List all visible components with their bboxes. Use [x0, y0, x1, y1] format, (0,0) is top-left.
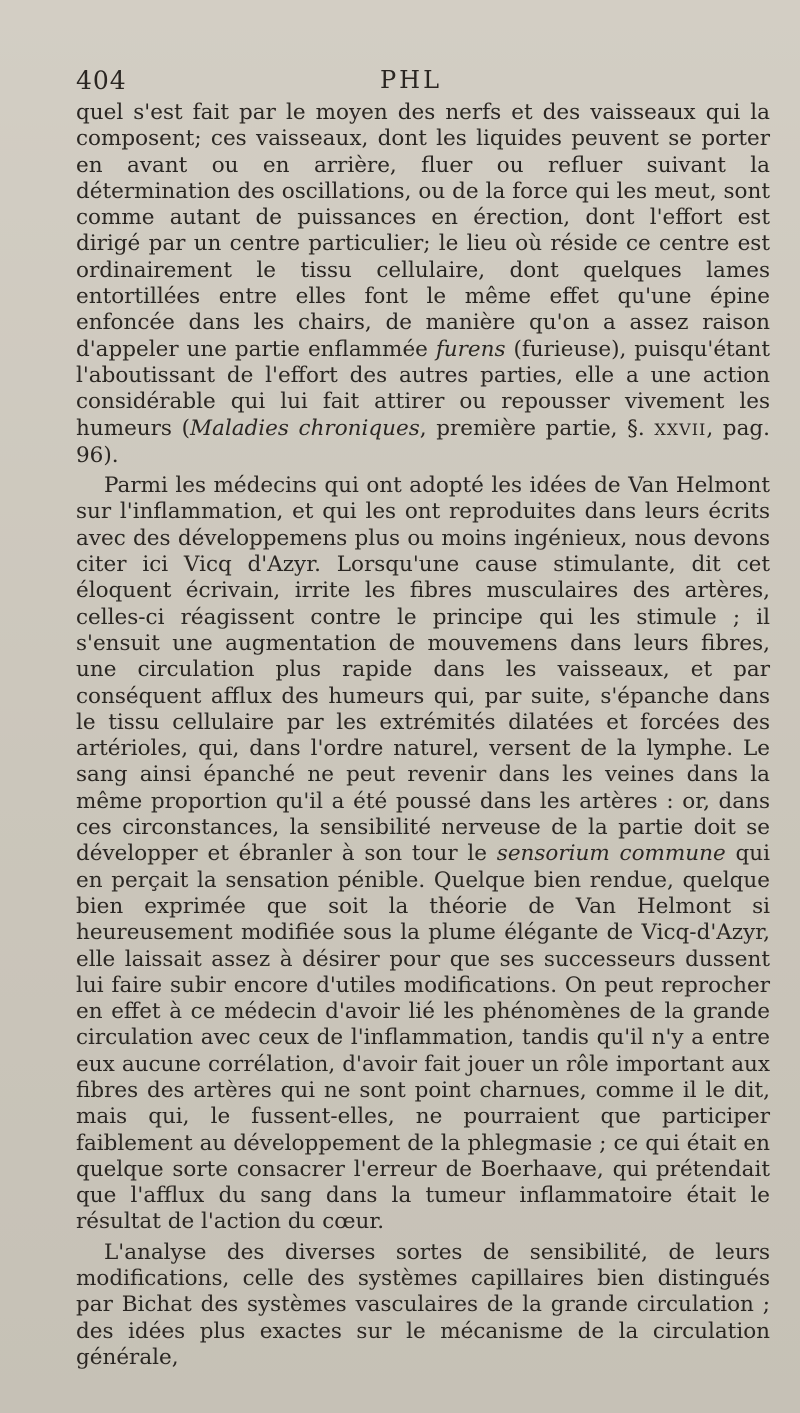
text-run: , pag. 96).	[76, 415, 770, 468]
text-run: (furieuse), puisqu'étant l'aboutissant de l'effort des autres parties, elle a une action considérable qui lui fait attirer ou repousser vivement les humeurs (	[76, 336, 770, 441]
text-run: quel s'est fait par le moyen des nerfs et des vaisseaux qui la composent; ces vaisseaux, dont les liquides peuvent se porter en avant ou en arrière, fluer ou refluer suivant la détermination des oscillations, ou de la force qui les meut, sont comme autant de puissances en érection, dont l'effort est dirigé par un centre particulier; le lieu où réside ce centre est ordinairement le tissu cellulaire, dont quelques lames entortillées entre elles font le même effet qu'une épine enfoncée dans les chairs, de manière qu'on a assez raison d'appeler une partie enflammée	[76, 100, 770, 362]
paragraph-3	[76, 1240, 770, 1371]
page-header	[0, 66, 800, 98]
section-numeral: XXVII	[654, 419, 707, 439]
paragraph-2	[76, 473, 770, 1236]
text-run: , première partie, §.	[419, 415, 655, 441]
page-number: 404	[76, 66, 127, 95]
italic-term-sensorium-commune: sensorium commune	[496, 841, 726, 867]
italic-title-maladies-chroniques: Maladies chroniques	[189, 415, 420, 441]
paragraph-1	[76, 100, 770, 469]
italic-term-furens: furens	[435, 336, 506, 362]
body-text	[76, 100, 770, 1371]
running-head: PHL	[380, 66, 443, 94]
text-run: L'analyse des diverses sortes de sensibilité, de leurs modifications, celle des systèmes capillaires bien distingués par Bichat des systèmes vasculaires de la grande circulation ; des idées plus exactes sur le mécanisme de la circulation générale,	[76, 1239, 770, 1370]
text-run: qui en perçait la sensation pénible. Quelque bien rendue, quelque bien exprimée que soit la théorie de Van Helmont si heureusement modifiée sous la plume élégante de Vicq-d'Azyr, elle laissait assez à désirer pour que ses successeurs dussent lui faire subir encore d'utiles modifications. On peut reprocher en effet à ce médecin d'avoir lié les phénomènes de la grande circulation avec ceux de l'inflammation, tandis qu'il n'y a entre eux aucune corrélation, d'avoir fait jouer un rôle important aux fibres des artères qui ne sont point charnues, comme il le dit, mais qui, le fussent-elles, ne pourraient que participer faiblement au développement de la phlegmasie ; ce qui était en quelque sorte consacrer l'erreur de Boerhaave, qui prétendait que l'afflux du sang dans la tumeur inflammatoire était le résultat de l'action du cœur.	[76, 841, 771, 1235]
text-run: Parmi les médecins qui ont adopté les idées de Van Helmont sur l'inflammation, et qui les ont reproduites dans leurs écrits avec des développemens plus ou moins ingénieux, nous devons citer ici Vicq d'Azyr. Lorsqu'une cause stimulante, dit cet éloquent écrivain, irrite les fibres musculaires des artères, celles-ci réagissent contre le principe qui les stimule ; il s'ensuit une augmentation de mouvemens dans leurs fibres, une circulation plus rapide dans les vaisseaux, et par conséquent afflux des humeurs qui, par suite, s'épanche dans le tissu cellulaire par les extrémités dilatées et forcées des artérioles, qui, dans l'ordre naturel, versent de la lymphe. Le sang ainsi épanché ne peut revenir dans les veines dans la même proportion qu'il a été poussé dans les artères : or, dans ces circonstances, la sensibilité nerveuse de la partie doit se développer et ébranler à son tour le	[76, 473, 770, 867]
